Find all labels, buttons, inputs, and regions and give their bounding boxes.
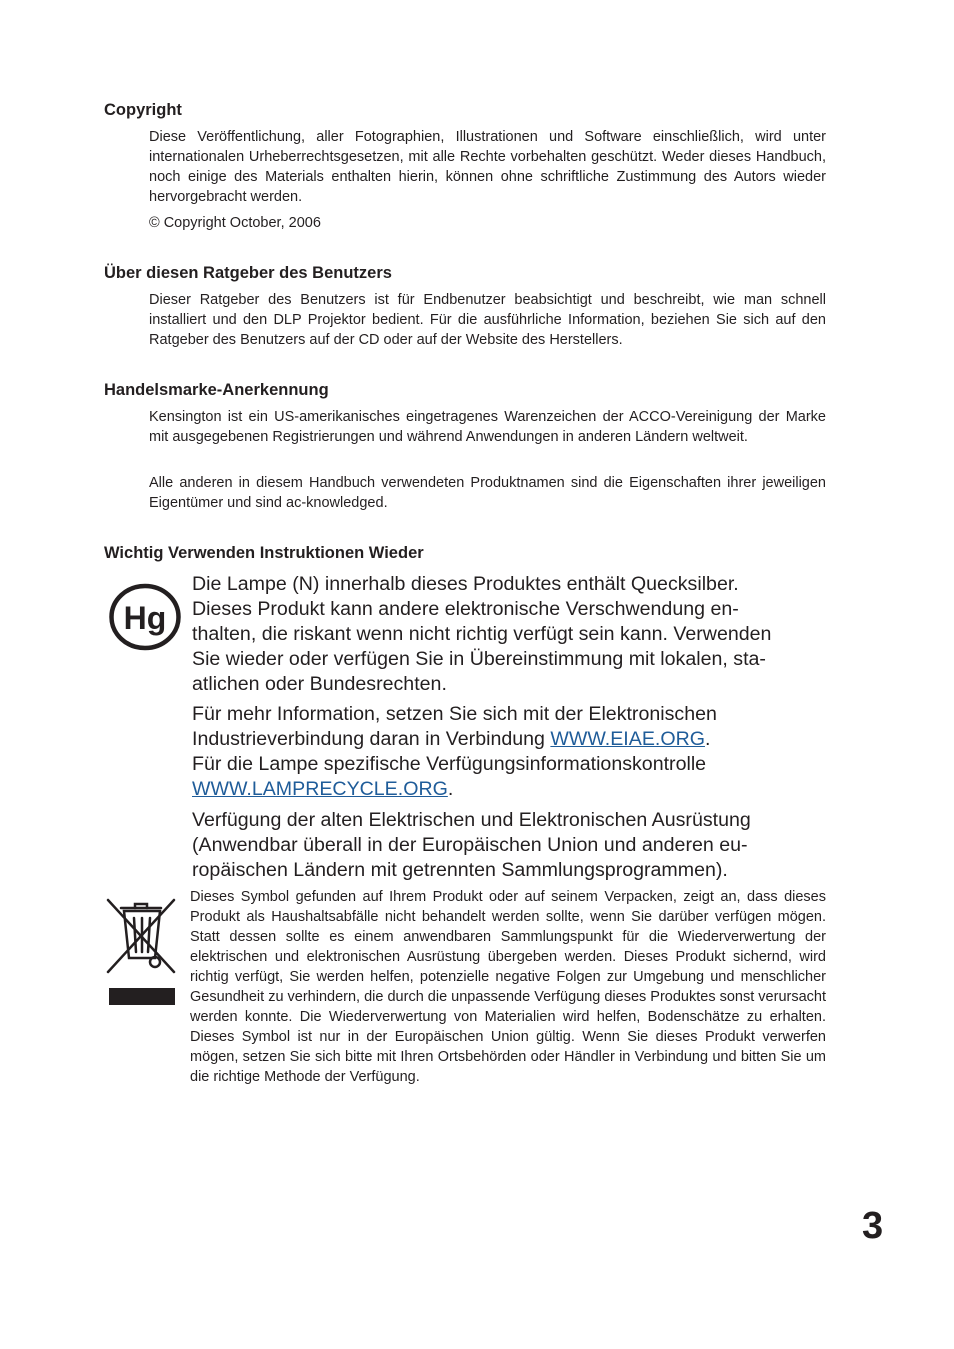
copyright-heading: Copyright	[104, 101, 182, 119]
svg-text:Hg: Hg	[123, 600, 167, 636]
about-body: Dieser Ratgeber des Benutzers ist für Endbenutzer beabsichtigt und beschreibt, wie man schnell installiert und den DLP Projektor bedient. Für die ausführliche Information, beziehen Sie sich auf den Ratgeber des Benutzers auf der CD oder auf der Website des Herstellers.	[149, 292, 826, 348]
copyright-body: Diese Veröffentlichung, aller Fotographien, Illustrationen und Software einschließlich, wird unter internationalen Urheberrechtsgesetzen, mit alle Rechte vorbehalten geschützt. Weder dieses Handbuch, noch einige des Materials enthalten hierin, können ohne schriftliche Zustimmung des Autors wieder hervorgebracht werden.	[149, 129, 826, 205]
about-heading: Über diesen Ratgeber des Benutzers	[104, 264, 392, 282]
info-paragraph	[192, 702, 832, 802]
trademark-body-1: Kensington ist ein US-amerikanisches eingetragenes Warenzeichen der ACCO-Vereinigung der Marke mit ausgegebenen Registrierungen und während Anwendungen in anderen Ländern weltweit.	[149, 409, 826, 445]
lamprecycle-link[interactable]: WWW.LAMPRECYCLE.ORG	[192, 778, 448, 800]
mercury-line-2: Dieses Produkt kann andere elektronische Verschwendung en-	[192, 598, 739, 620]
info-line-4	[192, 777, 832, 802]
info-line-3: Für die Lampe spezifische Verfügungsinformationskontrolle	[192, 753, 707, 775]
page-number: 3	[862, 1205, 884, 1247]
eiae-link[interactable]: WWW.EIAE.ORG	[550, 728, 705, 750]
info-line-2-suffix: .	[704, 728, 711, 750]
instructions-heading: Wichtig Verwenden Instruktionen Wieder	[104, 544, 424, 562]
info-line-2	[192, 727, 832, 752]
weee-body: Dieses Symbol gefunden auf Ihrem Produkt oder auf seinem Verpacken, zeigt an, dass dieses Produkt als Haushaltsabfälle nicht behandelt werden sollte, wenn Sie darüber verfügen mögen. Statt dessen sollte es einem anwendbaren Sammlungspunkt für die Wiederverwertung der elektrischen und elektronischen Ausrüstung übergeben werden. Dieses Produkt sichernd, wird richtig verfügt, Sie werden helfen, potenzielle negative Folgen zur Umgebung und menschlicher Gesundheit zu verhindern, die durch die unpassende Verfügung dieses Produktes sonst verursacht werden konnte. Die Wiederverwertung von Materialien wird helfen, Bodenschätze zu erhalten. Dieses Symbol ist nur in der Europäischen Union gültig. Wenn Sie dieses Produkt verwerfen mögen, setzen Sie sich bitte mit Ihren Ortsbehörden oder Händler in Verbindung und bitten Sie um die richtige Methode der Verfügung.	[190, 889, 826, 1085]
trademark-heading: Handelsmarke-Anerkennung	[104, 381, 329, 399]
info-line-1: Für mehr Information, setzen Sie sich mit der Elektronischen	[192, 703, 717, 725]
mercury-line-4: Sie wieder oder verfügen Sie in Übereinstimmung mit lokalen, sta-	[192, 648, 766, 670]
trademark-body-2: Alle anderen in diesem Handbuch verwendeten Produktnamen sind die Eigenschaften ihrer jeweiligen Eigentümer und sind ac-knowledged.	[149, 475, 826, 511]
info-line-2-prefix: Industrieverbindung daran in Verbindung	[192, 728, 551, 750]
mercury-warning	[192, 572, 832, 697]
mercury-line-1: Die Lampe (N) innerhalb dieses Produktes enthält Quecksilber.	[192, 573, 739, 595]
weee-line-3: ropäischen Ländern mit getrennten Sammlungsprogrammen).	[192, 859, 728, 881]
crossed-out-wheelie-bin-icon	[104, 896, 178, 1008]
mercury-hg-icon	[108, 583, 182, 651]
info-line-4-suffix: .	[447, 778, 454, 800]
weee-line-2: (Anwendbar überall in der Europäischen Union und anderen eu-	[192, 834, 748, 856]
weee-intro	[192, 808, 832, 883]
weee-line-1: Verfügung der alten Elektrischen und Elektronischen Ausrüstung	[192, 809, 751, 831]
copyright-notice: © Copyright October, 2006	[149, 215, 321, 231]
mercury-line-5: atlichen oder Bundesrechten.	[192, 673, 447, 695]
mercury-line-3: thalten, die riskant wenn nicht richtig verfügt sein kann. Verwenden	[192, 623, 772, 645]
